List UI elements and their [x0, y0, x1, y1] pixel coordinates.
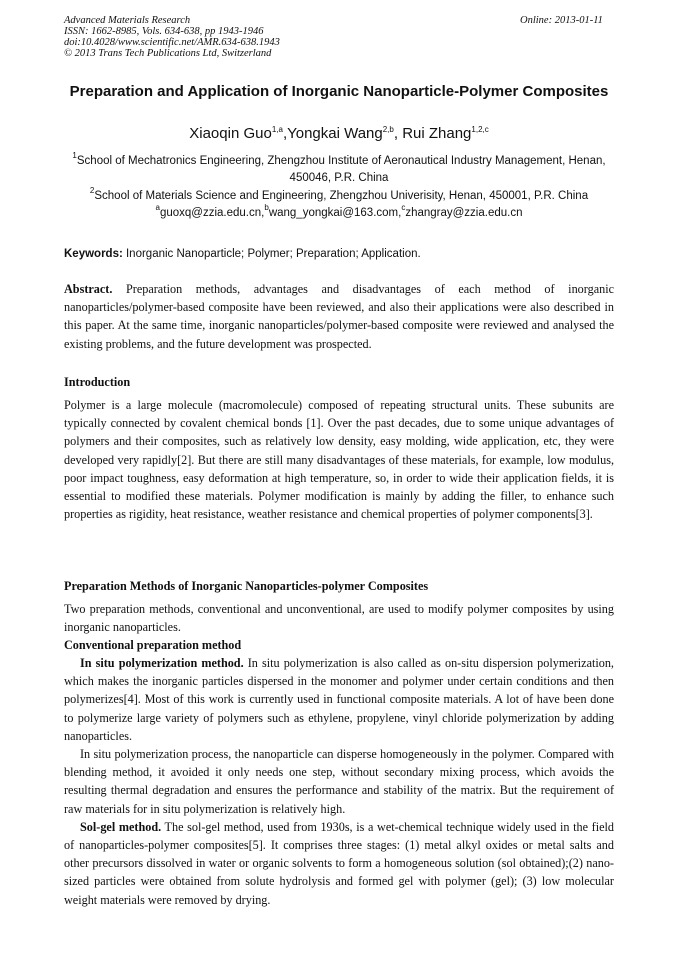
insitu-paragraph	[64, 654, 614, 745]
affil-text: School of Materials Science and Engineering, Zhengzhou Univerisity, Henan, 450001, P.R. China	[94, 190, 589, 202]
affil-text: School of Mechatronics Engineering, Zhengzhou Institute of Aeronautical Industry Management, Henan, 450046, P.R. China	[76, 155, 606, 184]
section-heading-preparation: Preparation Methods of Inorganic Nanoparticles-polymer Composites	[64, 579, 429, 593]
insitu-paragraph-2: In situ polymerization process, the nanoparticle can disperse homogeneously in the polymer. Compared with blending method, it avoided it only needs one step, without secondary mixing process, which avoids the resulting thermal degradation and ensures the performance and stability of the matrix. But the requirement of raw materials for in situ polymerization is relatively high.	[64, 747, 614, 816]
insitu-label: In situ polymerization method.	[80, 656, 244, 670]
introduction-paragraph	[64, 396, 614, 523]
email-link[interactable]: zhangray@zzia.edu.cn	[405, 207, 523, 219]
subsection-heading-conventional: Conventional preparation method	[64, 638, 242, 652]
keywords-label: Keywords:	[64, 248, 123, 260]
journal-name: Advanced Materials Research	[64, 15, 191, 26]
author-name: , Rui Zhang	[393, 125, 472, 142]
journal-header	[64, 15, 280, 59]
section-heading-introduction: Introduction	[64, 375, 131, 389]
affil-mark: 2	[89, 186, 95, 195]
insitu-text: In situ polymerization is also called as on-situ dispersion polymerization, which makes the inorganic particles dispersed in the monomer and polymer under certain conditions and then polymerizes[4]. Most of this work is currently used in functional composite materials. A lot of have been done to polymerize large variety of polymers such as ethylene, propylene, vinyl chloride polymerization by adding nanoparticles.	[64, 656, 614, 743]
abstract-text: Preparation methods, advantages and disadvantages of each method of inorganic nanoparticles/polymer-based composite have been reviewed, and also their applications were also described in this paper. At the same time, inorganic nanoparticles/polymer-based composite were reviewed and analysed the existing problems, and the future development was prospected.	[64, 282, 614, 351]
email-mark: a	[155, 203, 160, 212]
paper-title: Preparation and Application of Inorganic Nanoparticle-Polymer Composites	[69, 83, 609, 100]
email-link[interactable]: wang_yongkai@163.com,	[268, 207, 402, 219]
preparation-paragraph	[64, 600, 614, 636]
keywords-text: Inorganic Nanoparticle; Polymer; Preparation; Application.	[122, 248, 421, 260]
affiliation-1	[64, 153, 614, 187]
keywords	[64, 246, 614, 263]
online-date: Online: 2013-01-11	[520, 15, 603, 26]
author-affil-mark: 1,2,c	[471, 125, 489, 134]
preparation-text: Two preparation methods, conventional and unconventional, are used to modify polymer composites by using inorganic nanoparticles.	[64, 602, 614, 635]
solgel-label: Sol-gel method.	[80, 819, 162, 834]
email-list	[64, 205, 614, 222]
conventional-section	[64, 654, 614, 909]
copyright-line: © 2013 Trans Tech Publications Ltd, Switzerland	[64, 48, 272, 59]
email-link[interactable]: guoxq@zzia.edu.cn,	[159, 207, 265, 219]
email-mark: b	[264, 203, 269, 212]
solgel-paragraph	[64, 818, 614, 909]
doi-line: doi:10.4028/www.scientific.net/AMR.634-638.1943	[64, 37, 280, 48]
introduction-text: Polymer is a large molecule (macromolecule) composed of repeating structural units. These subunits are typically connected by covalent chemical bonds [1]. Over the past decades, due to some unique advantages of polymers and their composites, such as relatively low density, easy molding, wide application, etc, they were developed very rapidly[2]. But there are still many disadvantages of these materials, for example, low modulus, poor impact toughness, easy deformation at high temperature, so, in order to wide their application fields, it is essential to modified these materials. Polymer modification is mainly by adding the filler, to enhance such properties as rigidity, heat resistance, weather resistance and chemical properties of polymer components[3].	[64, 398, 614, 522]
affil-mark: 1	[72, 151, 77, 160]
author-affil-mark: 2,b	[382, 125, 394, 134]
abstract	[64, 280, 614, 353]
affiliation-2	[64, 188, 614, 205]
author-name: Xiaoqin Guo	[189, 125, 272, 142]
email-mark: c	[401, 203, 406, 212]
abstract-label: Abstract.	[64, 282, 113, 296]
author-list	[64, 125, 614, 143]
author-name: ,Yongkai Wang	[282, 125, 383, 142]
issn-line: ISSN: 1662-8985, Vols. 634-638, pp 1943-1946	[64, 26, 264, 37]
solgel-text: The sol-gel method, used from 1930s, is a wet-chemical technique widely used in the field of nanoparticles-polymer composites[5]. It comprises three stages: (1) metal alkyl oxides or metal salts and other precursors dissolved in water or organic solvents to form a homogeneous solution (sol obtained);(2) nano-sized particles were obtained from solute hydrolysis and formed gel with polymer (gel); (3) low molecular weight materials were removed by drying.	[64, 819, 614, 907]
author-affil-mark: 1,a	[271, 125, 283, 134]
